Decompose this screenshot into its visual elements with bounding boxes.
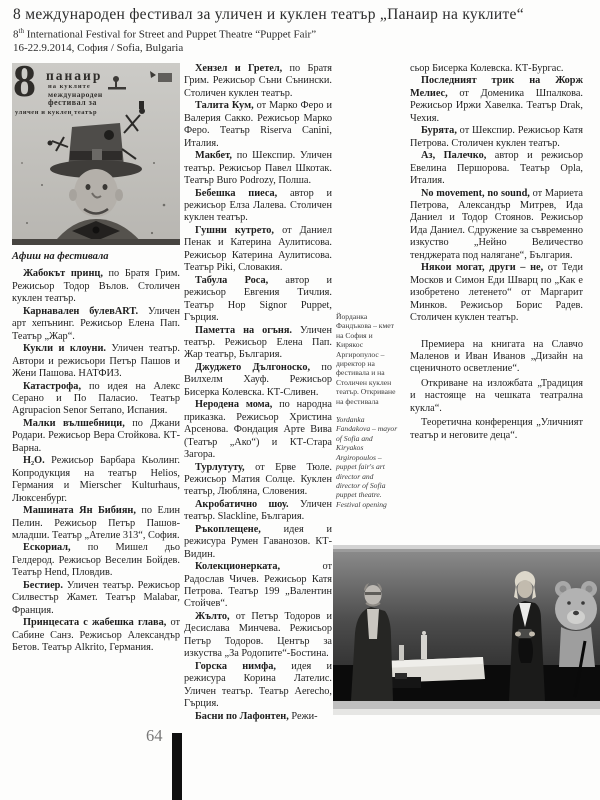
show-details: по Мишел дьо Гелдерод. Режисьор Веселин Бойдев. Театър Hend, Пловдив. (12, 542, 180, 579)
show-title: Горска нимфа, (195, 660, 276, 672)
show-listing (184, 499, 332, 524)
column-2-listings (184, 63, 332, 723)
show-listing (12, 418, 180, 455)
show-listing (410, 262, 583, 324)
show-details: от Мариета Петрова, Александър Митрев, Ида Даниел и Тодор Стоянов. Режисьор Ида Даниел. Сдружение за съвременно изкуство „Нейно Величество тенджерата под налягане“, България. (410, 187, 583, 261)
show-title: Талита Кум, (195, 100, 254, 112)
page-header (13, 6, 592, 54)
show-title: Макбет, (195, 150, 232, 162)
show-details: автор и режисьор Елза Лалева. Столичен куклен театър. (184, 187, 333, 224)
show-listing (12, 617, 180, 654)
show-listing (12, 455, 180, 505)
show-listing (184, 63, 332, 100)
photo-caption-english: Yordanka Fandakova – mayor of Sofia and Kiryakos Argiropoulos – puppet fair's art director and director of Sofia puppet theatre. Festival opening (336, 415, 398, 509)
festival-title-english (13, 27, 592, 41)
show-title: Жълто, (195, 610, 230, 622)
show-details: по Джани Родари. Режисьор Вера Стойкова. КТ-Варна. (12, 417, 180, 454)
show-title: Малки вълшебници, (23, 417, 125, 429)
show-title: Карнавален булевART. (23, 305, 139, 317)
title-en-number: 8 (13, 28, 19, 41)
title-en-text: International Festival for Street and Puppet Theatre “Puppet Fair” (23, 28, 317, 41)
show-listing (184, 462, 332, 499)
show-details: от Теди Москов и Симон Еди Шварц по „Как е изобретено летенето“ от Маргарит Минков. Режисьор Борис Радев. Столичен куклен театър. (410, 262, 583, 324)
show-title: Бебешка пиеса, (195, 187, 278, 199)
show-listing (184, 711, 332, 723)
show-listing (410, 125, 583, 150)
show-details: Уличен театър. Режисьор Силвестър Жамет. Театър Malabar, Франция. (12, 579, 180, 616)
announcement: Премиера на книгата на Славчо Маленов и Иван Иванов „Дизайн на сценичното осветление“. (410, 338, 583, 375)
show-details: Уличен театър. Slackline, България. (184, 498, 332, 523)
festival-dates: 16-22.9.2014, София / Sofia, Bulgaria (13, 41, 184, 54)
show-listing (12, 381, 180, 418)
poster-subtitle-4: уличен и куклен театър (15, 109, 98, 116)
show-details: от Радослав Чичев. Режисьор Катя Петрова. Театър 199 „Валентин Стойчев“. (184, 561, 332, 610)
column-1-listings (12, 268, 180, 654)
show-title: Ръкоплещене, (195, 523, 261, 535)
show-title: Джуджето Дългоноско, (195, 361, 311, 373)
show-listing (12, 580, 180, 617)
show-details: Уличен театър. Автори и режисьори Петър Пашов и Жени Пашова. НАТФИЗ. (12, 343, 180, 380)
show-details: Уличен арт хепънинг. Режисьор Елена Пап. Театър „Жар“. (12, 305, 180, 342)
show-details: от Сабине Санз. Режисьор Александър Бетов. Театър Alkrito, Германия. (12, 617, 180, 654)
show-listing (184, 275, 332, 325)
festival-title-bulgarian: 8 международен фестивал за уличен и куклен театър „Панаир на куклите“ (13, 6, 524, 23)
show-title: Аз, Палечко, (421, 150, 487, 162)
title-en-ordinal: th (18, 27, 24, 35)
poster-title: панаир (46, 68, 103, 83)
show-details: автор и режисьор Евгения Тичлия. Театър Hop Signor Puppet, Гърция. (184, 274, 332, 324)
page-number: 64 (146, 726, 163, 745)
poster-number: 8 (13, 63, 36, 106)
show-listing (184, 188, 332, 225)
show-title: Неродена мома, (195, 399, 273, 411)
show-listing (410, 188, 583, 263)
column-3-listings (410, 75, 583, 324)
show-title: Акробатично шоу. (195, 498, 289, 510)
photo-caption (336, 312, 398, 509)
show-details: от Марко Феро и Валерия Сакко. Режисьор Марко Феро. Театър Riserva Canini, Италия. (184, 100, 332, 149)
show-details: от Петър Тодоров и Десислава Минчева. Режисьор Петър Тодоров. Център за изкуства „За Родопите“-Бостина. (184, 610, 332, 660)
show-title: Ескориал, (23, 542, 71, 554)
show-listing (184, 150, 332, 187)
show-details: по Братя Грим. Режисьор Тодор Вълов. Столичен куклен театър. (12, 268, 180, 305)
show-details: по идея на Алекс Серано и По Паласио. Театър Agrupacion Senor Serrano, Испания. (12, 380, 180, 417)
show-listing (184, 399, 332, 461)
poster-subtitle-1: на куклите (48, 83, 91, 90)
show-details: по народна приказка. Режисьор Христина Арсенова. Фондация Арте Вива (Театър „Ако“) и КТ-Стара Загора. (184, 399, 332, 461)
column-3 (410, 63, 583, 442)
show-title: Колекционерката, (195, 561, 281, 573)
show-details: Режи- (288, 710, 318, 722)
show-title: Машината Ян Бибиян, (23, 505, 136, 517)
column-1 (12, 63, 180, 655)
show-title: Бурята, (421, 125, 457, 137)
show-details: по Братя Грим. Режисьор Съни Сънински. Столичен куклен театър. (184, 63, 332, 99)
show-listing (410, 150, 583, 187)
announcement: Откриване на изложбата „Традиция и настояще на чешката театрална кукла“. (410, 377, 583, 414)
show-title: Бестиер. (23, 579, 63, 591)
show-title: Принцесата с жабешка глава, (23, 617, 167, 629)
show-title: Някои могат, други – не, (421, 262, 544, 274)
festival-poster-image (12, 63, 180, 245)
show-title: Гушни кутрето, (195, 224, 274, 236)
show-listing (184, 362, 332, 399)
show-details: от Даниел Пенак и Катерина Аулитисова. Режисьор Катерина Аулитисова. Театър Piki, Словакия. (184, 224, 332, 274)
show-details: от Доменика Шпалкова. Режисьор Иржи Хавелка. Театър Drak, Чехия. (410, 87, 583, 124)
show-title: No movement, no sound, (421, 187, 530, 199)
show-listing (184, 661, 332, 711)
show-listing (184, 100, 332, 150)
show-details: идея и режисура Румен Гаванозов. КТ-Видин. (184, 523, 332, 560)
show-title: Турлутуту, (195, 461, 245, 473)
show-title: Последният трик на Жорж Мелиес, (410, 75, 583, 99)
show-title: Паметта на огъня. (195, 324, 292, 336)
show-listing (184, 561, 332, 611)
photo-scene (333, 545, 600, 715)
festival-opening-photo (333, 545, 600, 715)
poster-subtitle-3: фестивал за (48, 98, 97, 107)
show-listing (12, 306, 180, 343)
show-title: Кукли и клоуни. (23, 343, 106, 355)
show-details: от Ерве Тюле. Режисьор Матия Солце. Куклен театър, Любляна, Словения. (184, 461, 332, 498)
bottom-bar-decoration (172, 733, 182, 800)
show-listing (184, 524, 332, 561)
show-listing (12, 343, 180, 380)
show-details: от Шекспир. Режисьор Катя Петрова. Столичен куклен театър. (410, 125, 583, 149)
show-details: автор и режисьор Евелина Першорова. Театър Opla, Италия. (410, 150, 583, 187)
show-listing (12, 268, 180, 305)
show-listing (184, 325, 332, 362)
poster-caption: Афиш на фестивала (12, 251, 109, 262)
announcement: Теоретична конференция „Уличният театър и неговите деца“. (410, 417, 583, 441)
continued-listing: сьор Бисерка Колевска. КТ-Бургас. (410, 63, 564, 74)
show-title: Хензел и Гретел, (195, 63, 283, 74)
show-details: Режисьор Барбара Кьолинг. Копродукция на театър Helios, Германия и Mierscher Kulturhaus, Люксенбург. (12, 455, 180, 504)
show-listing (12, 542, 180, 579)
show-title: Табула Роса, (195, 274, 269, 286)
show-details: идея и режисура Корина Лателис. Уличен театър. Театър Aerecho, Гърция. (184, 660, 332, 710)
show-listing (12, 505, 180, 542)
poster-subtitle-2: международен (48, 90, 103, 99)
show-listing (410, 75, 583, 125)
show-details: по Шекспир. Уличен театър. Режисьор Павел Шкотак. Театър Buro Podrozy, Полша. (184, 150, 332, 187)
festival-announcements (410, 339, 583, 443)
show-title: H₂O. (23, 455, 45, 467)
show-listing (184, 225, 332, 275)
show-details: по Елин Пелин. Режисьор Петър Пашов-младши. Театър „Ателие 313“, София. (12, 505, 180, 541)
show-title: Жабокът принц, (23, 268, 103, 280)
show-title: Басни по Лафонтен, (195, 710, 289, 722)
show-listing (184, 611, 332, 661)
show-details: по Вилхелм Хауф. Режисьор Бисерка Колевска. КТ-Сливен. (184, 361, 332, 398)
photo-caption-bulgarian: Йорданка Фандъкова – кмет на София и Кирякос Аргиропулос – директор на фестивала и на Столичен куклен театър. Откриване на фестивала (336, 312, 396, 406)
show-title: Катастрофа, (23, 380, 82, 392)
show-details: Уличен театър. Режисьор Елена Пап. Жар театър, България. (184, 324, 332, 361)
